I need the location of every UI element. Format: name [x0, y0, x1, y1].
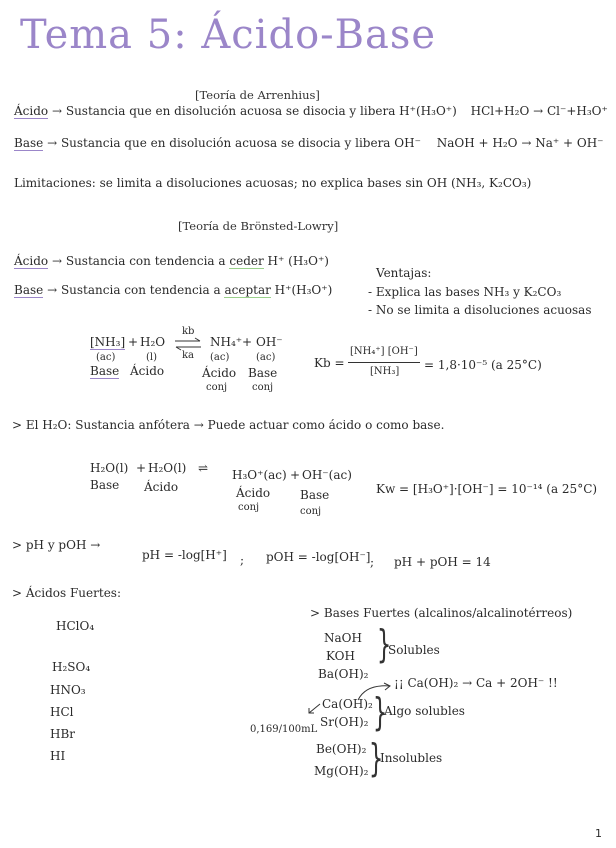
reaction-label: Base: [248, 366, 278, 380]
somewhat-soluble-label: Algo solubles: [384, 704, 465, 718]
strong-acid-item: HBr: [50, 727, 76, 741]
water-label: conj: [300, 506, 322, 517]
arrow-icon: [306, 702, 322, 716]
ph-separator: ;: [240, 553, 245, 567]
arrow-icon: →: [51, 254, 63, 268]
water-label: Base: [90, 478, 120, 492]
arrow-icon: →: [51, 104, 63, 118]
water-label: conj: [238, 502, 260, 513]
arrhenius-base-row: [14, 136, 604, 150]
strong-acid-item: HNO₃: [50, 683, 86, 697]
bronsted-acid-term: Ácido: [14, 254, 49, 268]
advantage-item: - No se limita a disoluciones acuosas: [368, 303, 592, 317]
equilibrium-arrow-icon: [174, 337, 202, 351]
arrhenius-acid-equation: HCl+H₂O → Cl⁻+H₃O⁺: [470, 104, 608, 118]
reaction-label: Ácido: [130, 364, 165, 378]
bronsted-base-row: [14, 283, 332, 297]
strong-acid-item: H₂SO₄: [52, 660, 91, 674]
water-amphoteric-line: > El H₂O: Sustancia anfótera → Puede actuar como ácido o como base.: [12, 418, 445, 432]
reaction-product-2: OH⁻: [256, 335, 283, 349]
bronsted-base-term: Base: [14, 283, 44, 297]
right-brace-icon: }: [372, 690, 388, 734]
soluble-base-item: NaOH: [324, 631, 362, 645]
water-label: Ácido: [236, 486, 271, 500]
arrhenius-limitations: Limitaciones: se limita a disoluciones acuosas; no explica bases sin OH (NH₃, K₂CO₃): [14, 176, 532, 190]
kb-numerator: [NH₄⁺] [OH⁻]: [350, 346, 418, 357]
reaction-label: conj: [206, 382, 228, 393]
fraction-bar: [348, 362, 420, 363]
bronsted-acid-def-pre: Sustancia con tendencia a: [65, 254, 226, 268]
reaction-state: (l): [146, 352, 158, 363]
water-label: Base: [300, 488, 330, 502]
soluble-base-item: Ba(OH)₂: [318, 667, 369, 681]
insoluble-base-item: Mg(OH)₂: [314, 764, 369, 778]
reaction-state: (ac): [96, 352, 116, 363]
arrhenius-base-equation: NaOH + H₂O → Na⁺ + OH⁻: [436, 136, 604, 150]
strong-bases-title: > Bases Fuertes (alcalinos/alcalinotérreos): [310, 606, 573, 620]
water-reactant-1: H₂O(l): [90, 461, 129, 475]
advantage-item: - Explica las bases NH₃ y K₂CO₃: [368, 285, 562, 299]
poh-equation: pOH = -log[OH⁻]: [266, 550, 371, 564]
reaction-state: (ac): [256, 352, 276, 363]
arrhenius-acid-definition: Sustancia que en disolución acuosa se disocia y libera H⁺(H₃O⁺): [65, 104, 457, 118]
reaction-label: [90, 364, 119, 378]
bronsted-acid-verb: ceder: [229, 254, 264, 268]
water-product-2: OH⁻(ac): [302, 468, 352, 482]
solubility-note: 0,169/100mL: [250, 724, 318, 735]
soluble-label: Solubles: [388, 643, 440, 657]
reaction-state: (ac): [210, 352, 230, 363]
equilibrium-arrow-icon: ⇌: [198, 461, 209, 475]
bronsted-base-def-post: H⁺(H₃O⁺): [274, 283, 333, 297]
soluble-base-item: KOH: [326, 649, 355, 663]
water-reactant-2: H₂O(l): [148, 461, 187, 475]
bronsted-base-verb: aceptar: [224, 283, 271, 297]
bronsted-base-def-pre: Sustancia con tendencia a: [60, 283, 221, 297]
right-brace-icon: }: [368, 736, 384, 780]
water-plus: +: [136, 461, 147, 475]
kb-value: = 1,8·10⁻⁵ (a 25°C): [424, 358, 542, 372]
arrhenius-acid-row: [14, 104, 608, 118]
reaction-plus: +: [128, 335, 139, 349]
ph-label: > pH y pOH →: [12, 538, 101, 552]
water-plus: +: [290, 468, 301, 482]
ph-equation: pH = -log[H⁺]: [142, 548, 227, 562]
water-product-1: H₃O⁺(ac): [232, 468, 287, 482]
bronsted-acid-row: [14, 254, 329, 268]
strong-acid-item: HCl: [50, 705, 74, 719]
somewhat-soluble-item: Ca(OH)₂: [322, 697, 373, 711]
reactant-nh3: [NH₃]: [90, 335, 126, 349]
strong-acid-item: HClO₄: [56, 619, 95, 633]
kb-arrow-label: kb: [182, 326, 195, 337]
arrow-icon: →: [47, 283, 58, 297]
advantages-title: Ventajas:: [376, 266, 432, 280]
page-number: 1: [595, 827, 602, 840]
arrow-icon: →: [47, 136, 58, 150]
kw-expression: Kw = [H₃O⁺]·[OH⁻] = 10⁻¹⁴ (a 25°C): [376, 482, 598, 496]
water-label: Ácido: [144, 480, 179, 494]
bronsted-heading: [Teoría de Brönsted-Lowry]: [178, 219, 339, 233]
somewhat-soluble-item: Sr(OH)₂: [320, 715, 369, 729]
ph-sum-equation: pH + pOH = 14: [394, 555, 491, 569]
reaction-reactant-2: H₂O: [140, 335, 166, 349]
kb-denominator: [NH₃]: [370, 366, 400, 377]
label-base: Base: [90, 364, 120, 378]
reaction-plus: +: [242, 335, 253, 349]
insoluble-base-item: Be(OH)₂: [316, 742, 367, 756]
arrhenius-base-definition: Sustancia que en disolución acuosa se disocia y libera OH⁻: [60, 136, 421, 150]
kb-lhs: Kb =: [314, 356, 345, 370]
reaction-product-1: NH₄⁺: [210, 335, 243, 349]
ka-arrow-label: ka: [182, 350, 195, 361]
ph-separator: ;: [370, 555, 375, 569]
arrhenius-base-term: Base: [14, 136, 44, 150]
reaction-label: conj: [252, 382, 274, 393]
reaction-reactant-1: [90, 335, 125, 349]
strong-acids-title: > Ácidos Fuertes:: [12, 586, 121, 600]
bronsted-acid-def-post: H⁺ (H₃O⁺): [267, 254, 329, 268]
page-title: Tema 5: Ácido-Base: [20, 12, 437, 58]
arrhenius-acid-term: Ácido: [14, 104, 49, 118]
strong-acid-item: HI: [50, 749, 66, 763]
reaction-label: Ácido: [202, 366, 237, 380]
right-brace-icon: }: [376, 622, 392, 666]
arrhenius-heading: [Teoría de Arrenhius]: [195, 88, 320, 102]
calcium-hydroxide-note: ¡¡ Ca(OH)₂ → Ca + 2OH⁻ !!: [394, 676, 558, 690]
insoluble-label: Insolubles: [380, 751, 443, 765]
